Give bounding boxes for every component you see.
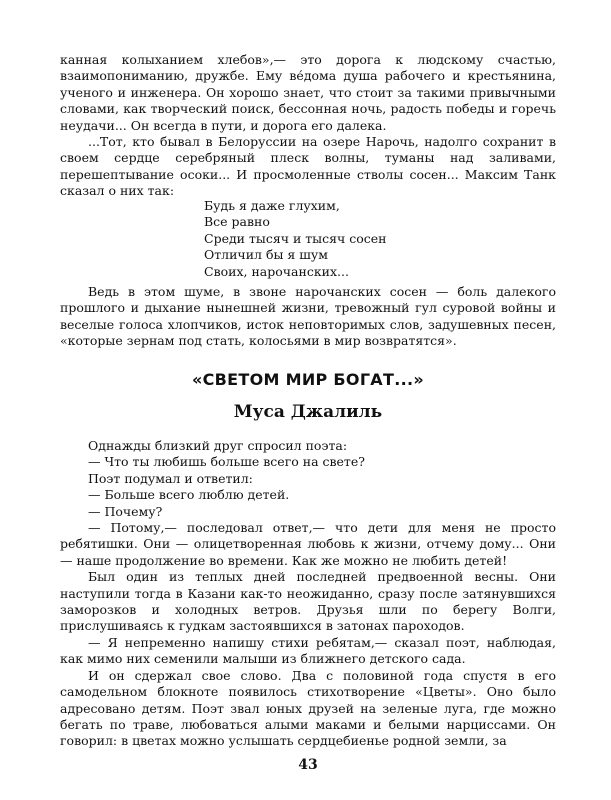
text-block-sosny <box>60 284 556 350</box>
dialogue-line: — Потому,— последовал ответ,— что дети для меня не просто ребятишки. Они — олицетворенная любовь к жизни, отчему дому... Они — наше продолжение во времени. Как же можно не любить детей! <box>60 520 556 568</box>
paragraph: Был один из теплых дней последней предвоенной весны. Они наступили тогда в Казани как-то неожиданно, сразу после затянувшихся заморозков и холодных ветров. Друзья шли по берегу Волги, прислушиваясь к гудкам застоявшихся в затонах пароходов. <box>60 569 556 634</box>
paragraph: ...Тот, кто бывал в Белоруссии на озере Нарочь, надолго сохранит в своем сердце серебряный плеск волны, туманы над заливами, перешептывание осоки... И просмоленные стволы сосен... Максим Танк сказал о них так: <box>60 134 556 199</box>
dialogue-line: — Я непременно напишу стихи ребятам,— сказал поэт, наблюдая, как мимо них семенили малыши из ближнего детского сада. <box>60 634 556 667</box>
poem-line: Среди тысяч и тысяч сосен <box>204 230 387 246</box>
dialogue-line: — Что ты любишь больше всего на свете? <box>88 454 365 470</box>
section-title: «СВЕТОМ МИР БОГАТ...» <box>192 370 424 389</box>
dialogue-line: — Почему? <box>88 503 163 519</box>
poem-line: Будь я даже глухим, <box>204 198 340 213</box>
text-block-intro <box>60 52 556 200</box>
poem-line: Своих, нарочанских... <box>204 263 349 279</box>
author-name: Муса Джалиль <box>233 402 383 422</box>
poem-line: Все равно <box>204 214 270 230</box>
paragraph: И он сдержал свое слово. Два с половиной года спустя в его самодельном блокноте появилось стихотворение «Цветы». Оно было адресовано детям. Поэт звал юных друзей на зеленые луга, где можно бегать по траве, любоваться алыми маками и белыми нарциссами. Он говорил: в цветах можно услышать сердцебиенье родной земли, за <box>60 667 556 749</box>
dialogue-line: — Больше всего люблю детей. <box>88 487 290 503</box>
paragraph: Ведь в этом шуме, в звоне нарочанских сосен — боль далекого прошлого и дыхание нынешней жизни, тревожный гул суровой войны и веселые голоса хлопчиков, исток неповторимых слов, задушевных песен, «которые зернам под стать, колосьями в мир возвратятся». <box>60 284 556 349</box>
paragraph: Однажды близкий друг спросил поэта: <box>88 438 348 453</box>
paragraph: Поэт подумал и ответил: <box>88 470 253 486</box>
paragraph: канная колыханием хлебов»,— это дорога к людскому счастью, взаимопониманию, дружбе. Ему ве́дома душа рабочего и крестьянина, ученого и инженера. Он хорошо знает, что стоит за такими привычными словами, как творческий поиск, бессонная ночь, радость победы и горечь неудачи... Он всегда в пути, и дорога его далека. <box>60 52 556 133</box>
page-number: 43 <box>298 757 318 773</box>
poem-quote <box>204 198 444 280</box>
poem-line: Отличил бы я шум <box>204 247 328 263</box>
text-block-dzhalil <box>60 438 556 750</box>
